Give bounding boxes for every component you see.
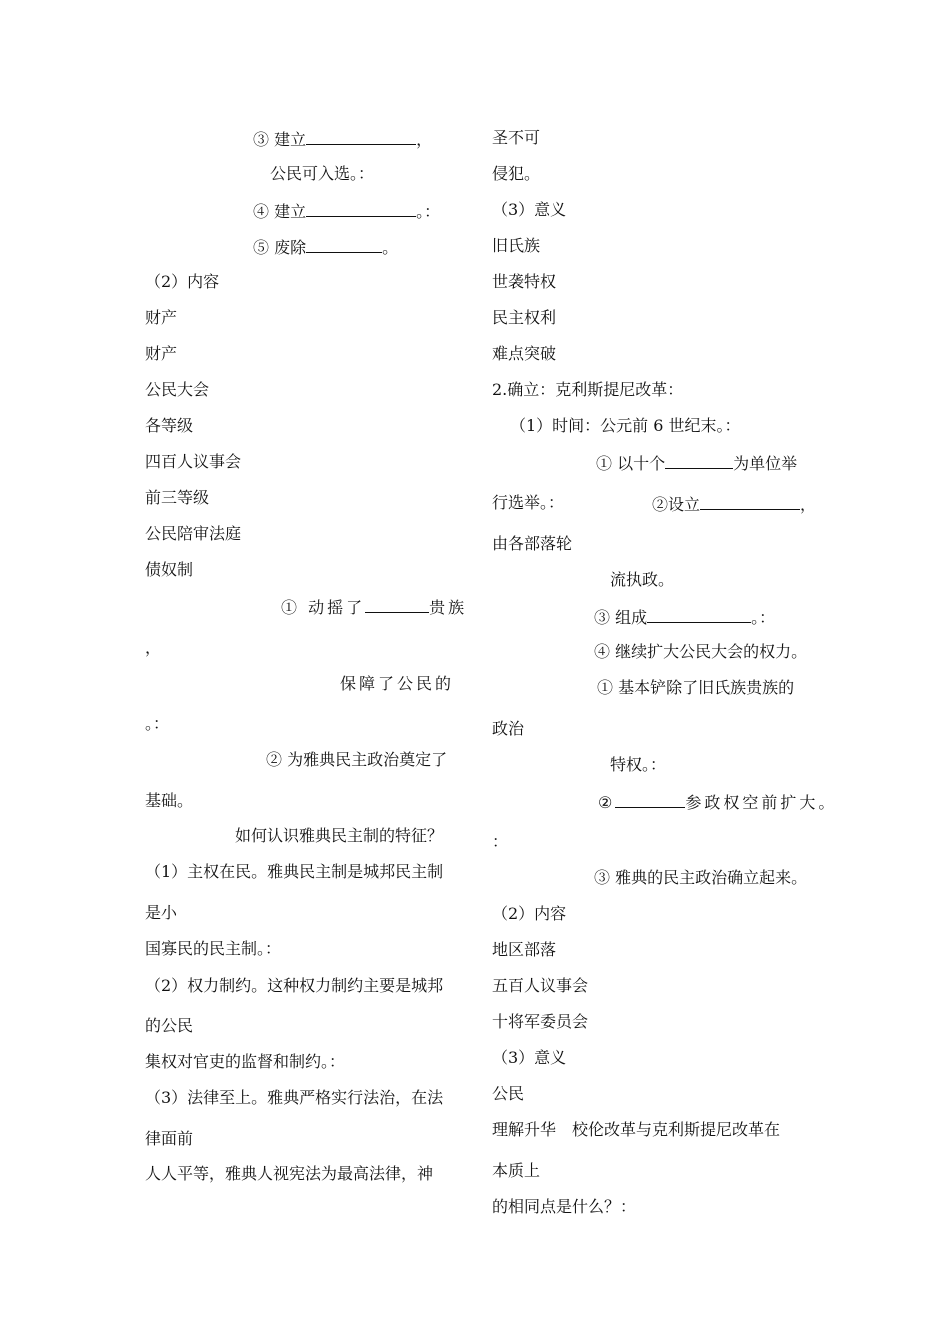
fill-blank[interactable] — [665, 452, 733, 469]
punctuation: 。： — [145, 714, 170, 733]
paragraph-line: 行选举。： — [492, 493, 565, 512]
section-heading: （2）内容 — [145, 272, 220, 291]
list-item: 十将军委员会 — [492, 1012, 589, 1031]
fill-blank[interactable] — [615, 791, 685, 808]
significance-2: 保障了公民的 — [340, 674, 455, 693]
list-item: 民主权利 — [492, 308, 557, 327]
list-item: 旧氏族 — [492, 236, 541, 255]
paragraph-line: 的相同点是什么？： — [492, 1197, 637, 1216]
list-item: 四百人议事会 — [145, 452, 242, 471]
paragraph-line: 流执政。 — [610, 570, 675, 589]
list-item: 各等级 — [145, 416, 194, 435]
fill-blank[interactable] — [306, 128, 416, 145]
section-heading: （2）内容 — [492, 904, 567, 923]
paragraph-line: 圣不可 — [492, 128, 541, 147]
paragraph-line: 理解升华 校伦改革与克利斯提尼改革在 — [492, 1120, 781, 1139]
paragraph-line: 律面前 — [145, 1129, 194, 1148]
text-line: 公民可入选。： — [270, 164, 375, 183]
significance-1: ① 动摇了 贵族 — [281, 598, 468, 617]
paragraph-line: （2）权力制约。这种权力制约主要是城邦 — [145, 976, 444, 995]
fill-blank[interactable] — [365, 596, 429, 613]
list-item: 地区部落 — [492, 940, 557, 959]
fill-blank[interactable] — [647, 606, 751, 623]
paragraph-line: 侵犯。 — [492, 164, 541, 183]
list-item: 公民大会 — [145, 380, 210, 399]
paragraph-line: （1）主权在民。雅典民主制是城邦民主制 — [145, 862, 444, 881]
reform-item-3: ③ 组成 。： — [594, 608, 776, 627]
paragraph-line: 本质上 — [492, 1161, 541, 1180]
list-item: 前三等级 — [145, 488, 210, 507]
punctuation: ， — [145, 638, 162, 657]
paragraph-line: 集权对官吏的监督和制约。： — [145, 1052, 346, 1071]
list-item: 财产 — [145, 308, 178, 327]
reform-item-3: ③ 建立 ， — [253, 130, 433, 149]
section-heading: （3）意义 — [492, 1048, 567, 1067]
section-heading: 难点突破 — [492, 344, 557, 363]
list-item: 公民陪审法庭 — [145, 524, 242, 543]
fill-blank[interactable] — [306, 200, 416, 217]
paragraph-line: 的公民 — [145, 1016, 194, 1035]
paragraph-line: （3）法律至上。雅典严格实行法治，在法 — [145, 1088, 444, 1107]
time-line: （1）时间：公元前 6 世纪末。： — [510, 416, 741, 435]
list-item: 债奴制 — [145, 560, 194, 579]
paragraph-line: 是小 — [145, 903, 178, 922]
fill-blank[interactable] — [306, 236, 382, 253]
significance-3: ② 为雅典民主政治奠定了 — [266, 750, 448, 769]
paragraph-line: 人人平等，雅典人视宪法为最高法律，神 — [145, 1164, 434, 1183]
significance-1: ① 基本铲除了旧氏族贵族的 — [597, 678, 795, 697]
list-item: 公民 — [492, 1084, 525, 1103]
paragraph-line: 国寡民的民主制。： — [145, 939, 282, 958]
list-item: 财产 — [145, 344, 178, 363]
list-item: 五百人议事会 — [492, 976, 589, 995]
text-line: 基础。 — [145, 791, 194, 810]
paragraph-line: 政治 — [492, 719, 525, 738]
significance-3: ③ 雅典的民主政治确立起来。 — [594, 868, 808, 887]
paragraph-line: 特权。： — [610, 755, 667, 774]
fill-blank[interactable] — [700, 493, 800, 510]
question-title: 如何认识雅典民主制的特征？ — [235, 826, 444, 845]
section-heading: 2.确立：克利斯提尼改革： — [492, 380, 684, 399]
significance-2: ② 参政权空前扩大。 — [598, 793, 838, 812]
section-heading: （3）意义 — [492, 200, 567, 219]
reform-item-4: ④ 继续扩大公民大会的权力。 — [594, 642, 808, 661]
paragraph-line: 由各部落轮 — [492, 534, 573, 553]
reform-item-5: ⑤ 废除 。 — [253, 238, 399, 257]
reform-item-2: ②设立 ， — [652, 495, 817, 514]
reform-item-4: ④ 建立 。： — [253, 202, 441, 221]
reform-item-1: ① 以十个 为单位举 — [596, 454, 798, 473]
punctuation: ： — [492, 832, 509, 851]
list-item: 世袭特权 — [492, 272, 557, 291]
